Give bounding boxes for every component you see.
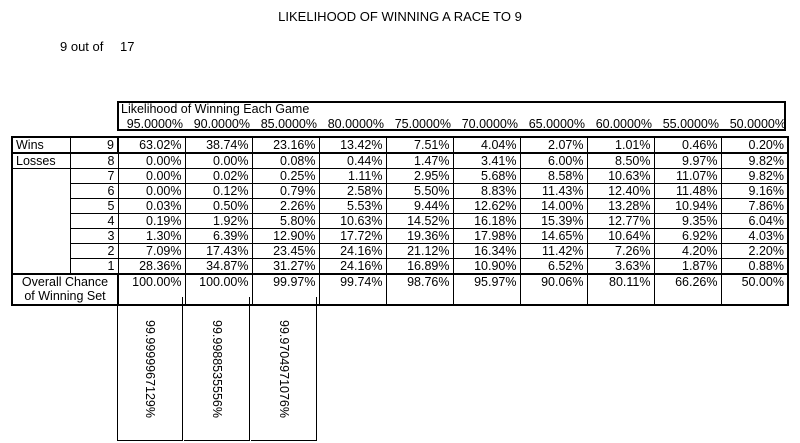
table-cell: 9.16% <box>721 184 788 199</box>
probability-table <box>11 136 789 306</box>
table-cell: 9.82% <box>721 169 788 184</box>
table-cell: 10.64% <box>587 229 654 244</box>
table-cell: 11.43% <box>520 184 587 199</box>
table-cell: 14.52% <box>386 214 453 229</box>
row-count: 7 <box>70 169 118 184</box>
table-row <box>12 153 788 169</box>
table-row <box>12 229 788 244</box>
table-cell: 9.97% <box>654 153 721 169</box>
precise-value: 99.9704971076% <box>276 319 291 419</box>
table-cell: 0.44% <box>319 153 386 169</box>
row-count: 2 <box>70 244 118 259</box>
row-count: 4 <box>70 214 118 229</box>
table-cell: 2.20% <box>721 244 788 259</box>
column-header: 85.0000% <box>260 117 317 131</box>
column-header: 55.0000% <box>662 117 719 131</box>
table-cell: 0.46% <box>654 137 721 153</box>
table-cell: 7.26% <box>587 244 654 259</box>
column-header: 80.0000% <box>327 117 384 131</box>
table-cell: 9.82% <box>721 153 788 169</box>
table-cell: 0.79% <box>252 184 319 199</box>
table-cell: 16.18% <box>453 214 520 229</box>
table-cell: 17.43% <box>185 244 252 259</box>
column-header: 50.0000% <box>729 117 786 131</box>
table-cell: 8.58% <box>520 169 587 184</box>
table-cell: 1.92% <box>185 214 252 229</box>
row-count: 3 <box>70 229 118 244</box>
table-cell: 5.68% <box>453 169 520 184</box>
table-row <box>12 259 788 275</box>
table-cell: 1.47% <box>386 153 453 169</box>
overall-cell: 90.06% <box>520 274 587 305</box>
table-cell: 6.00% <box>520 153 587 169</box>
precise-value: 99.9988535556% <box>209 319 224 419</box>
table-cell: 0.00% <box>185 153 252 169</box>
table-row <box>12 137 788 153</box>
row-label: Losses <box>12 153 70 169</box>
overall-cell: 98.76% <box>386 274 453 305</box>
table-cell: 0.02% <box>185 169 252 184</box>
table-cell: 2.95% <box>386 169 453 184</box>
row-label <box>12 199 70 214</box>
table-cell: 21.12% <box>386 244 453 259</box>
row-label: Wins <box>12 137 70 153</box>
table-cell: 0.00% <box>118 169 185 184</box>
table-cell: 12.77% <box>587 214 654 229</box>
table-cell: 4.20% <box>654 244 721 259</box>
table-cell: 2.26% <box>252 199 319 214</box>
table-cell: 28.36% <box>118 259 185 275</box>
header-title: Likelihood of Winning Each Game <box>121 102 310 116</box>
overall-label: Overall Chance of Winning Set <box>12 274 118 305</box>
total-games-value: 17 <box>120 39 135 54</box>
table-cell: 10.63% <box>587 169 654 184</box>
table-cell: 8.50% <box>587 153 654 169</box>
table-cell: 6.04% <box>721 214 788 229</box>
table-cell: 0.25% <box>252 169 319 184</box>
table-row <box>12 199 788 214</box>
column-header: 70.0000% <box>461 117 518 131</box>
table-cell: 6.92% <box>654 229 721 244</box>
row-count: 6 <box>70 184 118 199</box>
table-cell: 11.07% <box>654 169 721 184</box>
table-row <box>12 169 788 184</box>
table-cell: 19.36% <box>386 229 453 244</box>
table-cell: 0.08% <box>252 153 319 169</box>
table-cell: 14.65% <box>520 229 587 244</box>
column-header: 75.0000% <box>394 117 451 131</box>
table-cell: 0.20% <box>721 137 788 153</box>
table-cell: 23.16% <box>252 137 319 153</box>
table-cell: 12.40% <box>587 184 654 199</box>
row-label <box>12 229 70 244</box>
table-cell: 1.01% <box>587 137 654 153</box>
overall-cell: 80.11% <box>587 274 654 305</box>
table-cell: 0.19% <box>118 214 185 229</box>
overall-cell: 95.97% <box>453 274 520 305</box>
table-cell: 4.04% <box>453 137 520 153</box>
table-cell: 13.42% <box>319 137 386 153</box>
column-header: 95.0000% <box>126 117 183 131</box>
table-cell: 1.30% <box>118 229 185 244</box>
overall-cell: 99.97% <box>252 274 319 305</box>
table-cell: 11.42% <box>520 244 587 259</box>
overall-cell: 50.00% <box>721 274 788 305</box>
table-cell: 7.51% <box>386 137 453 153</box>
table-cell: 12.62% <box>453 199 520 214</box>
row-label <box>12 169 70 184</box>
table-row <box>12 214 788 229</box>
table-cell: 34.87% <box>185 259 252 275</box>
column-header: 60.0000% <box>595 117 652 131</box>
table-cell: 12.90% <box>252 229 319 244</box>
precise-value-cell <box>184 297 250 441</box>
table-cell: 5.53% <box>319 199 386 214</box>
row-count: 5 <box>70 199 118 214</box>
table-cell: 38.74% <box>185 137 252 153</box>
table-cell: 14.00% <box>520 199 587 214</box>
table-cell: 31.27% <box>252 259 319 275</box>
table-cell: 10.90% <box>453 259 520 275</box>
table-cell: 10.63% <box>319 214 386 229</box>
row-label <box>12 214 70 229</box>
table-cell: 5.50% <box>386 184 453 199</box>
row-count: 9 <box>70 137 118 153</box>
table-cell: 24.16% <box>319 259 386 275</box>
table-cell: 17.72% <box>319 229 386 244</box>
table-cell: 6.52% <box>520 259 587 275</box>
overall-cell: 99.74% <box>319 274 386 305</box>
games-ratio-label: 9 out of <box>60 39 104 54</box>
precise-value: 99.9999967129% <box>143 319 157 419</box>
overall-cell: 66.26% <box>654 274 721 305</box>
table-cell: 0.03% <box>118 199 185 214</box>
table-cell: 0.00% <box>118 184 185 199</box>
table-row <box>12 184 788 199</box>
table-cell: 7.09% <box>118 244 185 259</box>
table-cell: 11.48% <box>654 184 721 199</box>
row-count: 1 <box>70 259 118 275</box>
column-header: 90.0000% <box>193 117 250 131</box>
table-cell: 4.03% <box>721 229 788 244</box>
row-label <box>12 184 70 199</box>
table-cell: 0.50% <box>185 199 252 214</box>
table-cell: 16.34% <box>453 244 520 259</box>
table-cell: 0.12% <box>185 184 252 199</box>
row-label <box>12 244 70 259</box>
table-cell: 1.87% <box>654 259 721 275</box>
table-cell: 24.16% <box>319 244 386 259</box>
overall-cell: 100.00% <box>118 274 185 305</box>
table-cell: 10.94% <box>654 199 721 214</box>
table-cell: 13.28% <box>587 199 654 214</box>
table-cell: 2.58% <box>319 184 386 199</box>
table-cell: 7.86% <box>721 199 788 214</box>
table-cell: 8.83% <box>453 184 520 199</box>
column-header: 65.0000% <box>528 117 585 131</box>
table-cell: 6.39% <box>185 229 252 244</box>
table-cell: 3.63% <box>587 259 654 275</box>
table-cell: 0.00% <box>118 153 185 169</box>
table-cell: 9.44% <box>386 199 453 214</box>
row-label <box>12 259 70 275</box>
table-row <box>12 244 788 259</box>
table-cell: 1.11% <box>319 169 386 184</box>
table-cell: 16.89% <box>386 259 453 275</box>
table-cell: 3.41% <box>453 153 520 169</box>
table-cell: 0.88% <box>721 259 788 275</box>
row-count: 8 <box>70 153 118 169</box>
table-cell: 2.07% <box>520 137 587 153</box>
table-cell: 5.80% <box>252 214 319 229</box>
precise-value-cell <box>117 297 183 441</box>
table-cell: 15.39% <box>520 214 587 229</box>
precise-value-cell <box>251 297 317 441</box>
page-title: LIKELIHOOD OF WINNING A RACE TO 9 <box>278 9 522 24</box>
table-cell: 23.45% <box>252 244 319 259</box>
table-cell: 9.35% <box>654 214 721 229</box>
overall-cell: 100.00% <box>185 274 252 305</box>
table-cell: 17.98% <box>453 229 520 244</box>
table-cell: 63.02% <box>118 137 185 153</box>
